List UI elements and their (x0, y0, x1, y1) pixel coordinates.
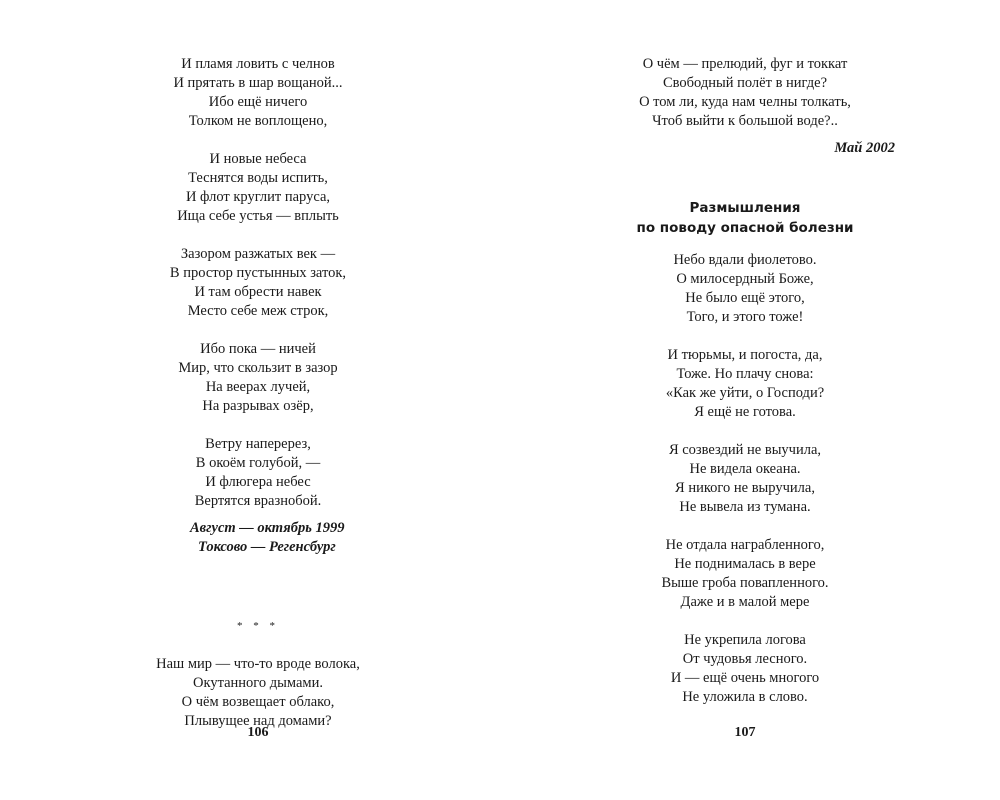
right-page (500, 0, 1000, 800)
poem-line: Ибо ещё ничего (208, 94, 308, 110)
poem-line: И пламя ловить с челнов (181, 56, 335, 72)
poem-line: Не отдала награбленного, (665, 537, 825, 553)
poem-line: Даже и в малой мере (680, 594, 810, 610)
poem-line: Ища себе устья — вплыть (177, 208, 339, 224)
poem-line: Я никого не выручила, (675, 480, 815, 496)
poem-signature (108, 519, 408, 557)
poem-line: Не поднималась в вере (674, 556, 816, 572)
poem-line: Наш мир — что-то вроде волока, (156, 656, 360, 672)
poem-stanza (108, 150, 408, 226)
poem-stanza (108, 340, 408, 416)
poem-line: Я ещё не готова. (694, 404, 796, 420)
poem-title-line: по поводу опасной болезни (636, 220, 854, 236)
poem-line: От чудовья лесного. (682, 651, 808, 667)
poem-line: И прятать в шар вощаной... (173, 75, 343, 91)
poem-line: Того, и этого тоже! (686, 309, 804, 325)
poem-line: И тюрьмы, и погоста, да, (667, 347, 823, 363)
poem-stanza (595, 251, 895, 327)
poem-stanza (108, 245, 408, 321)
poem-line: Не видела океана. (689, 461, 801, 477)
page-number: 106 (247, 725, 269, 740)
poem-line: Теснятся воды испить, (188, 170, 328, 186)
poem-stanza (595, 441, 895, 517)
poem-line: Мир, что скользит в зазор (178, 360, 338, 376)
poem-line: Вертятся вразнобой. (194, 493, 322, 509)
poem-line: Окутанного дымами. (193, 675, 323, 691)
poem-line: И там обрести навек (194, 284, 322, 300)
poem-line: В простор пустынных заток, (169, 265, 347, 281)
poem-stanza (595, 55, 895, 131)
poem-stanza (595, 346, 895, 422)
poem-line: Свободный полёт в нигде? (662, 75, 828, 91)
poem-line: И флюгера небес (205, 474, 311, 490)
poem-line: И — ещё очень многого (670, 670, 820, 686)
page-number: 107 (734, 725, 756, 740)
poem-line: Не уложила в слово. (682, 689, 808, 705)
poem-line: О чём — прелюдий, фуг и токкат (642, 56, 848, 72)
poem-line: О чём возвещает облако, (181, 694, 335, 710)
poem-line: Не укрепила логова (684, 632, 806, 648)
poem-line: Толком не воплощено, (188, 113, 328, 129)
poem-line: Не было ещё этого, (685, 290, 805, 306)
poem-stanza (108, 655, 408, 731)
poem-line: В окоём голубой, — (195, 455, 321, 471)
signature-date: Август — октябрь 1999 (190, 520, 345, 536)
poem-title (595, 198, 895, 238)
poem-stanza (595, 536, 895, 612)
poem-line: И флот круглит паруса, (185, 189, 331, 205)
poem-line: Зазором разжатых век — (180, 246, 336, 262)
poem-line: И новые небеса (209, 151, 307, 167)
poem-line: О том ли, куда нам челны толкать, (639, 94, 851, 110)
poem-line: На разрывах озёр, (202, 398, 314, 414)
poem-line: Выше гроба повапленного. (661, 575, 829, 591)
poem-line: О милосердный Боже, (676, 271, 814, 287)
poem-line: Тоже. Но плачу снова: (676, 366, 814, 382)
poem-stanza (108, 55, 408, 131)
poem-line: Не вывела из тумана. (679, 499, 811, 515)
right-page-text (595, 55, 895, 707)
poem-stanza (108, 435, 408, 511)
poem-line: Место себе меж строк, (187, 303, 329, 319)
poem-stanza (595, 631, 895, 707)
poem-line: Ибо пока — ничей (200, 341, 316, 357)
signature-place: Токсово — Регенсбург (198, 539, 336, 555)
poem-line: «Как же уйти, о Господи? (665, 385, 825, 401)
poem-line: Я созвездий не выучила, (668, 442, 822, 458)
poem-line: На веерах лучей, (205, 379, 311, 395)
poem-line: Небо вдали фиолетово. (673, 252, 817, 268)
asterism-divider: * * * (237, 620, 279, 632)
poem-line: Чтоб выйти к большой воде?.. (652, 113, 838, 129)
poem-line: Плывущее над домами? (184, 713, 332, 729)
left-page-text (108, 55, 408, 731)
poem-line: Ветру наперерез, (205, 436, 311, 452)
poem-signature: Май 2002 (834, 140, 895, 156)
poem-title-line: Размышления (689, 200, 801, 216)
